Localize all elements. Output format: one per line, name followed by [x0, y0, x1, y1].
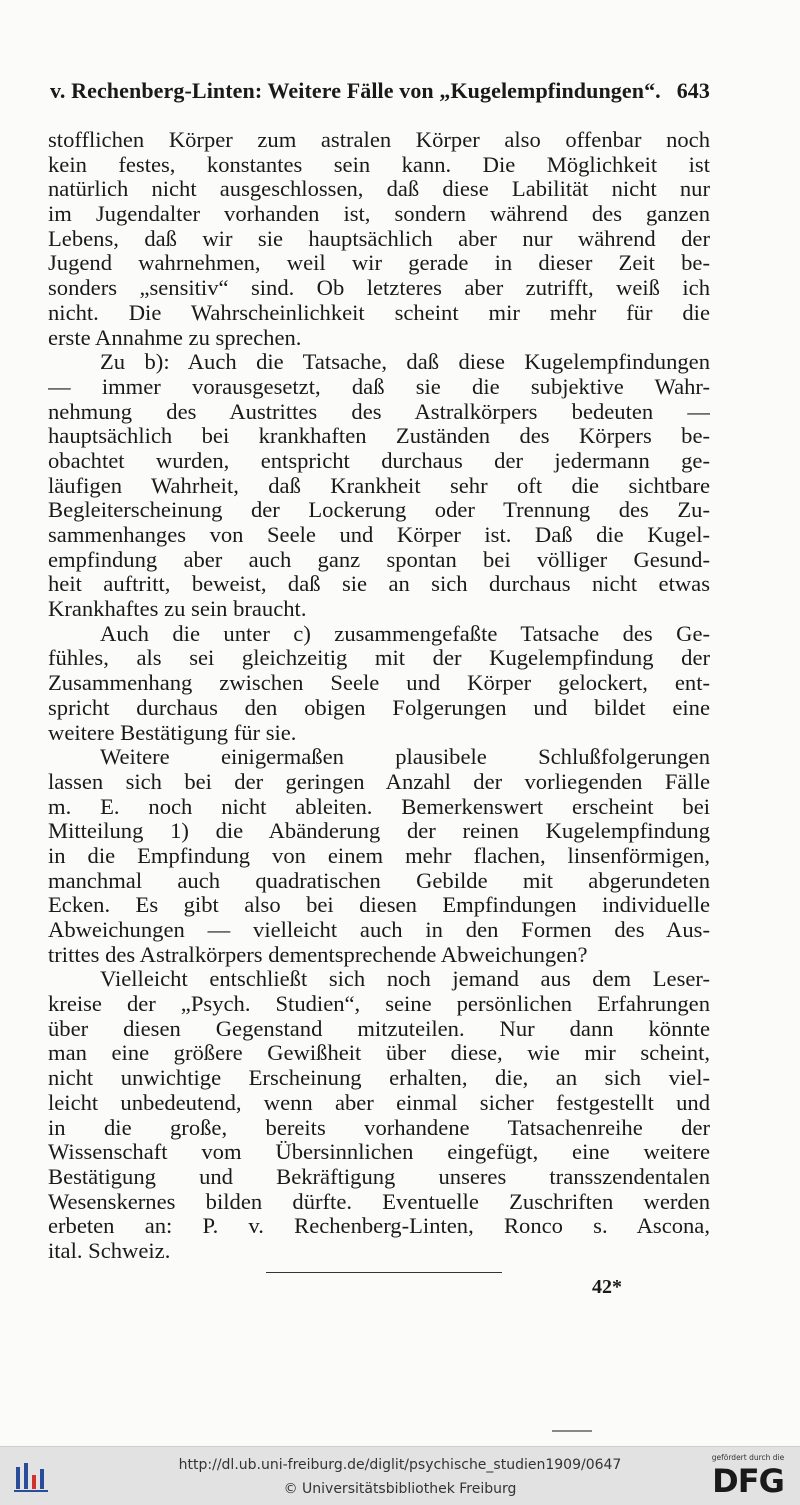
- text-line: Vielleicht entschließt sich noch jemand aus dem Leser-: [100, 967, 710, 992]
- text-line: fühles, als sei gleichzeitig mit der Kugelempfindung der: [48, 646, 710, 671]
- dfg-logo: [700, 1453, 796, 1501]
- text-line: manchmal auch quadratischen Gebilde mit abgerundeten: [48, 868, 710, 893]
- body-text: [48, 128, 710, 1264]
- text-line: leicht unbedeutend, wenn aber einmal sicher festgestellt und: [48, 1090, 710, 1115]
- text-line: Begleiterscheinung der Lockerung oder Trennung des Zu-: [48, 498, 710, 523]
- text-line: empfindung aber auch ganz spontan bei völliger Gesund-: [48, 547, 710, 572]
- text-line: m. E. noch nicht ableiten. Bemerkenswert erscheint bei: [48, 794, 710, 819]
- running-head: [50, 78, 710, 104]
- text-line: — immer vorausgesetzt, daß sie die subjektive Wahr-: [48, 374, 710, 399]
- text-line: in die große, bereits vorhandene Tatsachenreihe der: [48, 1115, 710, 1140]
- text-line: man eine größere Gewißheit über diese, wie mir scheint,: [48, 1041, 710, 1066]
- text-line: spricht durchaus den obigen Folgerungen und bildet eine: [48, 695, 710, 720]
- viewer-footer: [0, 1446, 800, 1505]
- text-line: weitere Bestätigung für sie.: [48, 720, 297, 745]
- text-line: sonders „sensitiv“ sind. Ob letzteres aber zutrifft, weiß ich: [48, 276, 710, 301]
- text-line: ital. Schweiz.: [48, 1238, 171, 1263]
- text-line: Krankhaftes zu sein braucht.: [48, 597, 307, 622]
- text-line: Bestätigung und Bekräftigung unseres transszendentalen: [48, 1164, 710, 1189]
- scan-artifact: [552, 1430, 592, 1432]
- text-line: stofflichen Körper zum astralen Körper also offenbar noch: [48, 128, 710, 152]
- text-line: sammenhanges von Seele und Körper ist. Daß die Kugel-: [48, 523, 710, 547]
- page-number: 643: [676, 78, 710, 103]
- copyright-notice: © Universitätsbibliothek Freiburg: [283, 1481, 517, 1497]
- text-line: erste Annahme zu sprechen.: [48, 325, 302, 350]
- text-line: Jugend wahrnehmen, weil wir gerade in dieser Zeit be-: [48, 251, 710, 276]
- text-line: kreise der „Psych. Studien“, seine persönlichen Erfahrungen: [48, 992, 710, 1017]
- end-rule: [266, 1272, 502, 1273]
- text-line: Zusammenhang zwischen Seele und Körper gelockert, ent-: [48, 671, 710, 696]
- text-line: über diesen Gegenstand mitzuteilen. Nur dann könnte: [48, 1016, 710, 1041]
- text-line: nicht unwichtige Erscheinung erhalten, die, an sich viel-: [48, 1066, 710, 1091]
- text-line: im Jugendalter vorhanden ist, sondern während des ganzen: [48, 202, 710, 227]
- text-line: Ecken. Es gibt also bei diesen Empfindungen individuelle: [48, 893, 710, 918]
- text-line: lassen sich bei der geringen Anzahl der vorliegenden Fälle: [48, 769, 710, 794]
- running-head-title: v. Rechenberg-Linten: Weitere Fälle von „Kugelempfindungen“.: [50, 78, 661, 103]
- text-line: hauptsächlich bei krankhaften Zuständen des Körpers be-: [48, 424, 710, 449]
- text-line: Mitteilung 1) die Abänderung der reinen Kugelempfindung: [48, 819, 710, 844]
- text-line: trittes des Astralkörpers dementsprechende Abweichungen?: [48, 942, 588, 967]
- text-line: Wissenschaft vom Übersinnlichen eingefügt, eine weitere: [48, 1140, 710, 1165]
- text-line: Lebens, daß wir sie hauptsächlich aber nur während der: [48, 226, 710, 251]
- text-line: nehmung des Austrittes des Astralkörpers bedeuten —: [48, 399, 710, 424]
- text-line: obachtet wurden, entspricht durchaus der jedermann ge-: [48, 448, 710, 473]
- text-line: erbeten an: P. v. Rechenberg-Linten, Ronco s. Ascona,: [48, 1214, 710, 1239]
- text-line: Auch die unter c) zusammengefaßte Tatsache des Ge-: [100, 621, 710, 646]
- text-line: Abweichungen — vielleicht auch in den Formen des Aus-: [48, 918, 710, 942]
- text-line: nicht. Die Wahrscheinlichkeit scheint mir mehr für die: [48, 300, 710, 325]
- text-line: Weitere einigermaßen plausibele Schlußfolgerungen: [100, 745, 710, 770]
- text-line: Zu b): Auch die Tatsache, daß diese Kugelempfindungen: [100, 350, 710, 375]
- signature-mark: 42*: [592, 1276, 622, 1298]
- text-line: läufigen Wahrheit, daß Krankheit sehr oft die sichtbare: [48, 473, 710, 498]
- text-line: in die Empfindung von einem mehr flachen, linsenförmigen,: [48, 843, 710, 868]
- text-line: kein festes, konstantes sein kann. Die Möglichkeit ist: [48, 152, 710, 177]
- dfg-logo-text: DFG: [712, 1462, 784, 1500]
- text-line: heit auftritt, beweist, daß sie an sich durchaus nicht etwas: [48, 572, 710, 597]
- dfg-caption: gefördert durch die: [711, 1453, 785, 1462]
- permalink-url[interactable]: http://dl.ub.uni-freiburg.de/diglit/psychische_studien1909/0647: [178, 1457, 622, 1473]
- text-line: natürlich nicht ausgeschlossen, daß diese Labilität nicht nur: [48, 177, 710, 202]
- text-line: Wesenskernes bilden dürfte. Eventuelle Zuschriften werden: [48, 1189, 710, 1214]
